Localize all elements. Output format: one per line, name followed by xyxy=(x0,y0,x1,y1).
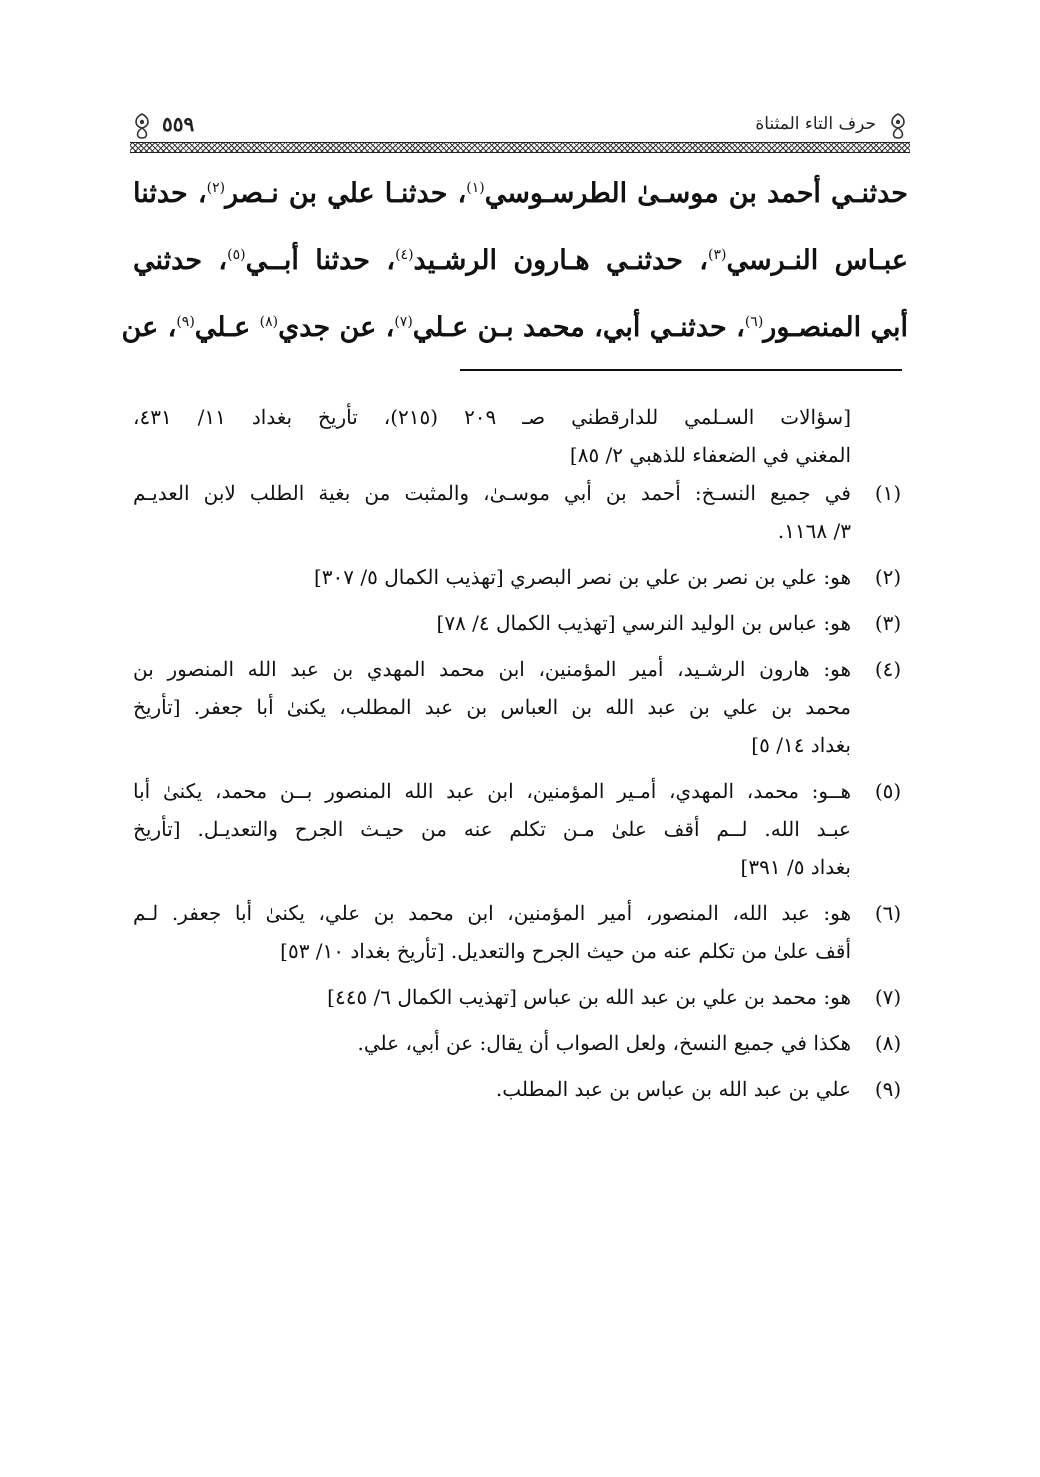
footnote-ref: (٥) xyxy=(227,247,246,263)
main-text xyxy=(121,160,908,361)
footnote-ref: (٨) xyxy=(259,314,279,330)
footnotes xyxy=(133,398,908,1108)
footnote-continuation: [سؤالات السـلمي للدارقطني صـ ٢٠٩ (٢١٥)، تأريخ بغداد ١١/ ٤٣١، المغني في الضعفاء للذهبي ٢/ ٨٥] xyxy=(133,405,851,467)
ornament-icon xyxy=(886,112,910,140)
main-line: عبـاس النـرسي$^{(٣)}$، حدثنـي هـارون الرشـيد$^{(٤)}$، حدثنا أبــي$^{(٥)}$، حدثني xyxy=(133,245,908,276)
footnote-ref: (٧) xyxy=(394,314,413,330)
footnote-separator xyxy=(460,369,902,371)
footnote-number: (١) xyxy=(874,481,902,505)
page-number: ٥٥٩ xyxy=(162,112,195,136)
page-header xyxy=(130,112,910,152)
footnote-number: (٥) xyxy=(874,779,902,803)
footnote-7: (٧) هو: محمد بن علي بن عبد الله بن عباس [تهذيب الكمال ٦/ ٤٤٥] xyxy=(133,978,908,1016)
ornament-icon xyxy=(130,112,154,140)
footnote-ref: (٢) xyxy=(206,180,226,196)
header-rule xyxy=(130,142,910,153)
footnote-6: (٦) هو: عبد الله، المنصور، أمير المؤمنين، ابن محمد بن علي، يكنىٰ أبا جعفر. لـم أقف علىٰ من تكلم عنه من حيث الجرح والتعديل. [تأريخ بغداد ١٠/ ٥٣] xyxy=(133,894,908,970)
footnote-ref: (٩) xyxy=(176,314,195,330)
footnote-5: (٥) هــو: محمد، المهدي، أمـير المؤمنين، ابن عبد الله المنصور بــن محمد، يكنىٰ أبا عبـد الله. لــم أقف علىٰ مـن تكلم عنه من حيـث الجرح والتعديـل. [تأريخ بغداد ٥/ ٣٩١] xyxy=(133,772,908,886)
footnote-4: (٤) هو: هارون الرشـيد، أمير المؤمنين، ابن محمد المهدي بن عبد الله المنصور بن محمد بن علي بن عبد الله بن العباس بن عبد المطلب، يكنىٰ أبا جعفر. [تأريخ بغداد ١٤/ ٥] xyxy=(133,650,908,764)
footnote-ref: (٤) xyxy=(395,247,414,263)
footnote-ref: (١) xyxy=(466,180,485,196)
footnote-ref: (٣) xyxy=(707,247,727,263)
footnote-number: (٢) xyxy=(874,565,902,589)
footnote-number: (٦) xyxy=(874,901,902,925)
footnote-3: (٣) هو: عباس بن الوليد النرسي [تهذيب الكمال ٤/ ٧٨] xyxy=(133,604,908,642)
footnote-8: (٨) هكذا في جميع النسخ، ولعل الصواب أن يقال: عن أبي، علي. xyxy=(133,1024,908,1062)
chapter-title: حرف التاء المثناة xyxy=(755,114,876,134)
footnote-number: (٨) xyxy=(874,1031,902,1055)
footnote-1: (١) في جميع النسـخ: أحمد بن أبي موسـىٰ، والمثبت من بغية الطلب لابن العديـم ٣/ ١١٦٨. xyxy=(133,474,908,550)
footnote-number: (٣) xyxy=(874,611,902,635)
footnote-2: (٢) هو: علي بن نصر بن علي بن نصر البصري [تهذيب الكمال ٥/ ٣٠٧] xyxy=(133,558,908,596)
main-line: أبي المنصـور$^{(٦)}$، حدثنـي أبي، محمد بـن عـلي$^{(٧)}$، عن جدي$^{(٨)}$ عـلي$^{(٩)}$، عن xyxy=(121,312,908,343)
footnote-9: (٩) علي بن عبد الله بن عباس بن عبد المطلب. xyxy=(133,1070,908,1108)
footnote-number: (٤) xyxy=(874,657,902,681)
main-line: حدثنـي أحمد بن موسـىٰ الطرسـوسي$^{(١)}$، حدثنـا علي بن نـصر$^{(٢)}$، حدثنا xyxy=(133,178,908,209)
footnote-number: (٧) xyxy=(874,985,902,1009)
footnote-number: (٩) xyxy=(874,1077,902,1101)
footnote-ref: (٦) xyxy=(744,314,764,330)
